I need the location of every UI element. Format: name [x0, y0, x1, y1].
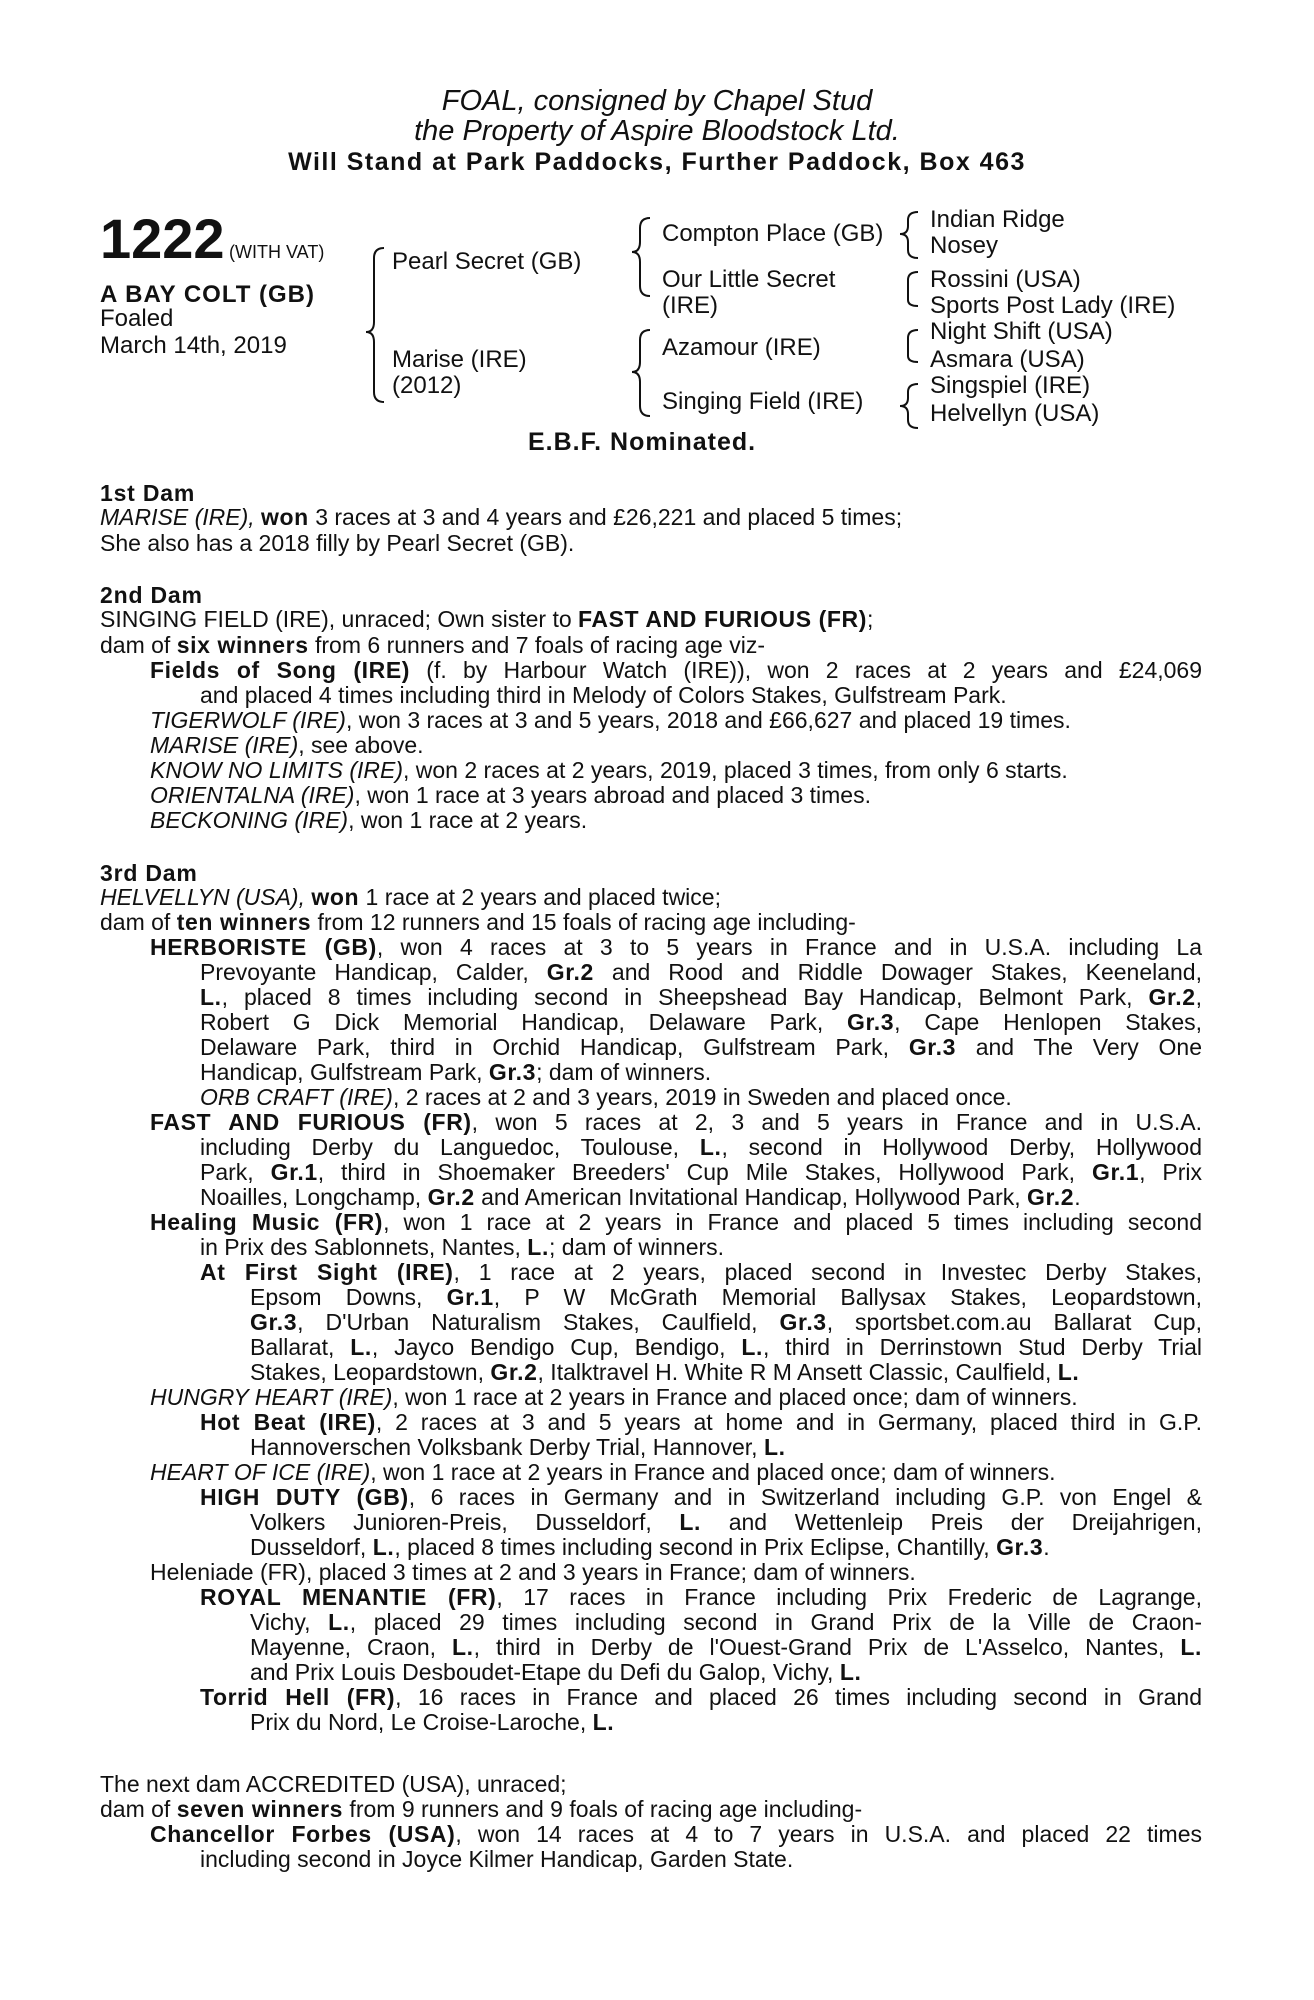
royal-menantie-line-4: and Prix Louis Desboudet-Etape du Defi du Galop, Vichy, L. [250, 1659, 862, 1685]
dam-year: (2012) [392, 372, 462, 399]
pedigree-brackets [0, 0, 1314, 460]
second-dam-foal-3: MARISE (IRE), see above. [150, 732, 424, 758]
fast-and-furious-line-2: including Derby du Languedoc, Toulouse, L., second in Hollywood Derby, Hollywood [200, 1134, 1203, 1160]
second-dam-line-1: SINGING FIELD (IRE), unraced; Own sister to FAST AND FURIOUS (FR); [100, 606, 874, 632]
dam-sire-sire: Night Shift (USA) [930, 318, 1113, 345]
royal-menantie-line-3: Mayenne, Craon, L., third in Derby de l'Ouest-Grand Prix de L'Asselco, Nantes, L. [250, 1634, 1202, 1660]
first-dam-line-2: She also has a 2018 filly by Pearl Secret (GB). [100, 530, 575, 556]
foaled-date: March 14th, 2019 [100, 332, 287, 359]
heart-of-ice-line: HEART OF ICE (IRE), won 1 race at 2 years in France and placed once; dam of winners. [150, 1459, 1056, 1485]
third-dam-title: 3rd Dam [100, 860, 198, 886]
dam-sire: Azamour (IRE) [662, 334, 821, 361]
lot-description: A BAY COLT (GB) [100, 281, 316, 308]
herboriste-line-6: Handicap, Gulfstream Park, Gr.3; dam of winners. [200, 1059, 712, 1085]
fast-and-furious-line-4: Noailles, Longchamp, Gr.2 and American Invitational Handicap, Hollywood Park, Gr.2. [200, 1184, 1081, 1210]
orb-craft-line: ORB CRAFT (IRE), 2 races at 2 and 3 years, 2019 in Sweden and placed once. [200, 1084, 1012, 1110]
herboriste-line-2: Prevoyante Handicap, Calder, Gr.2 and Rood and Riddle Dowager Stakes, Keeneland, [200, 959, 1202, 985]
high-duty-line-3: Dusseldorf, L., placed 8 times including second in Prix Eclipse, Chantilly, Gr.3. [250, 1534, 1050, 1560]
at-first-sight-line-1: At First Sight (IRE), 1 race at 2 years, placed second in Investec Derby Stakes, [200, 1259, 1202, 1285]
third-dam-line-1: HELVELLYN (USA), won 1 race at 2 years and placed twice; [100, 884, 721, 910]
torrid-hell-line-2: Prix du Nord, Le Croise-Laroche, L. [250, 1709, 615, 1735]
at-first-sight-line-4: Ballarat, L., Jayco Bendigo Cup, Bendigo, L., third in Derrinstown Stud Derby Trial [250, 1334, 1203, 1360]
first-dam-title: 1st Dam [100, 480, 196, 506]
sire-dam-dam: Sports Post Lady (IRE) [930, 292, 1176, 319]
second-dam-foal-4: KNOW NO LIMITS (IRE), won 2 races at 2 years, 2019, placed 3 times, from only 6 starts. [150, 757, 1068, 783]
torrid-hell-line-1: Torrid Hell (FR), 16 races in France and placed 26 times including second in Grand [200, 1684, 1203, 1710]
sire-sire-dam: Nosey [930, 232, 999, 259]
high-duty-line-1: HIGH DUTY (GB), 6 races in Germany and in Switzerland including G.P. von Engel & [200, 1484, 1202, 1510]
dam-dam-dam: Helvellyn (USA) [930, 400, 1100, 427]
dam: Marise (IRE) [392, 346, 527, 373]
sire: Pearl Secret (GB) [392, 248, 582, 275]
at-first-sight-line-3: Gr.3, D'Urban Naturalism Stakes, Caulfield, Gr.3, sportsbet.com.au Ballarat Cup, [250, 1309, 1202, 1335]
second-dam-line-2: dam of six winners from 6 runners and 7 foals of racing age viz- [100, 632, 766, 658]
second-dam-foal-5: ORIENTALNA (IRE), won 1 race at 3 years abroad and placed 3 times. [150, 782, 871, 808]
herboriste-line-3: L., placed 8 times including second in Sheepshead Bay Handicap, Belmont Park, Gr.2, [200, 984, 1202, 1010]
dam-dam: Singing Field (IRE) [662, 388, 864, 415]
herboriste-line-5: Delaware Park, third in Orchid Handicap, Gulfstream Park, Gr.3 and The Very One [200, 1034, 1202, 1060]
sire-sire-sire: Indian Ridge [930, 206, 1065, 233]
herboriste-line-4: Robert G Dick Memorial Handicap, Delaware Park, Gr.3, Cape Henlopen Stakes, [200, 1009, 1203, 1035]
foaled-label: Foaled [100, 305, 174, 332]
royal-menantie-line-2: Vichy, L., placed 29 times including second in Grand Prix de la Ville de Craon- [250, 1609, 1202, 1635]
next-dam-line-2: dam of seven winners from 9 runners and 9 foals of racing age including- [100, 1796, 863, 1822]
second-dam-foal-1-line-1: Fields of Song (IRE) (f. by Harbour Watch (IRE)), won 2 races at 2 years and £24,069 [150, 657, 1202, 683]
hungry-heart-line: HUNGRY HEART (IRE), won 1 race at 2 years in France and placed once; dam of winners. [150, 1384, 1078, 1410]
second-dam-foal-2: TIGERWOLF (IRE), won 3 races at 3 and 5 years, 2018 and £66,627 and placed 19 times. [150, 707, 1071, 733]
healing-music-line-2: in Prix des Sablonnets, Nantes, L.; dam of winners. [200, 1234, 725, 1260]
sire-sire: Compton Place (GB) [662, 220, 884, 247]
chancellor-forbes-line-1: Chancellor Forbes (USA), won 14 races at 4 to 7 years in U.S.A. and placed 22 times [150, 1821, 1202, 1847]
high-duty-line-2: Volkers Junioren-Preis, Dusseldorf, L. and Wettenleip Preis der Dreijahrigen, [250, 1509, 1202, 1535]
lot-number: 1222 [100, 207, 225, 270]
heleniade-line: Heleniade (FR), placed 3 times at 2 and 3 years in France; dam of winners. [150, 1559, 916, 1585]
hot-beat-line-1: Hot Beat (IRE), 2 races at 3 and 5 years at home and in Germany, placed third in G.P. [200, 1409, 1202, 1435]
healing-music-line-1: Healing Music (FR), won 1 race at 2 years in France and placed 5 times including second [150, 1209, 1203, 1235]
ebf-nominated: E.B.F. Nominated. [528, 428, 757, 456]
royal-menantie-line-1: ROYAL MENANTIE (FR), 17 races in France including Prix Frederic de Lagrange, [200, 1584, 1202, 1610]
at-first-sight-line-2: Epsom Downs, Gr.1, P W McGrath Memorial Ballysax Stakes, Leopardstown, [250, 1284, 1202, 1310]
dam-dam-sire: Singspiel (IRE) [930, 372, 1091, 399]
chancellor-forbes-line-2: including second in Joyce Kilmer Handicap, Garden State. [200, 1846, 794, 1872]
stand-location: Will Stand at Park Paddocks, Further Paddock, Box 463 [288, 148, 1026, 176]
dam-sire-dam: Asmara (USA) [930, 346, 1085, 373]
next-dam-line-1: The next dam ACCREDITED (USA), unraced; [100, 1771, 567, 1797]
sire-dam-suffix: (IRE) [662, 292, 718, 319]
fast-and-furious-line-1: FAST AND FURIOUS (FR), won 5 races at 2, 3 and 5 years in France and in U.S.A. [150, 1109, 1202, 1135]
property-line: the Property of Aspire Bloodstock Ltd. [414, 115, 900, 147]
hot-beat-line-2: Hannoverschen Volksbank Derby Trial, Hannover, L. [250, 1434, 786, 1460]
consignor-line: FOAL, consigned by Chapel Stud [441, 85, 873, 117]
sire-dam: Our Little Secret [662, 266, 836, 293]
herboriste-line-1: HERBORISTE (GB), won 4 races at 3 to 5 years in France and in U.S.A. including La [150, 934, 1202, 960]
second-dam-foal-1-line-2: and placed 4 times including third in Melody of Colors Stakes, Gulfstream Park. [200, 682, 1007, 708]
first-dam-line-1: MARISE (IRE), won 3 races at 3 and 4 years and £26,221 and placed 5 times; [100, 504, 903, 530]
third-dam-line-2: dam of ten winners from 12 runners and 15 foals of racing age including- [100, 909, 856, 935]
second-dam-title: 2nd Dam [100, 582, 203, 608]
second-dam-foal-6: BECKONING (IRE), won 1 race at 2 years. [150, 807, 588, 833]
at-first-sight-line-5: Stakes, Leopardstown, Gr.2, Italktravel H. White R M Ansett Classic, Caulfield, L. [250, 1359, 1080, 1385]
sire-dam-sire: Rossini (USA) [930, 266, 1081, 293]
vat-note: (WITH VAT) [229, 242, 325, 262]
fast-and-furious-line-3: Park, Gr.1, third in Shoemaker Breeders' Cup Mile Stakes, Hollywood Park, Gr.1, Prix [200, 1159, 1203, 1185]
